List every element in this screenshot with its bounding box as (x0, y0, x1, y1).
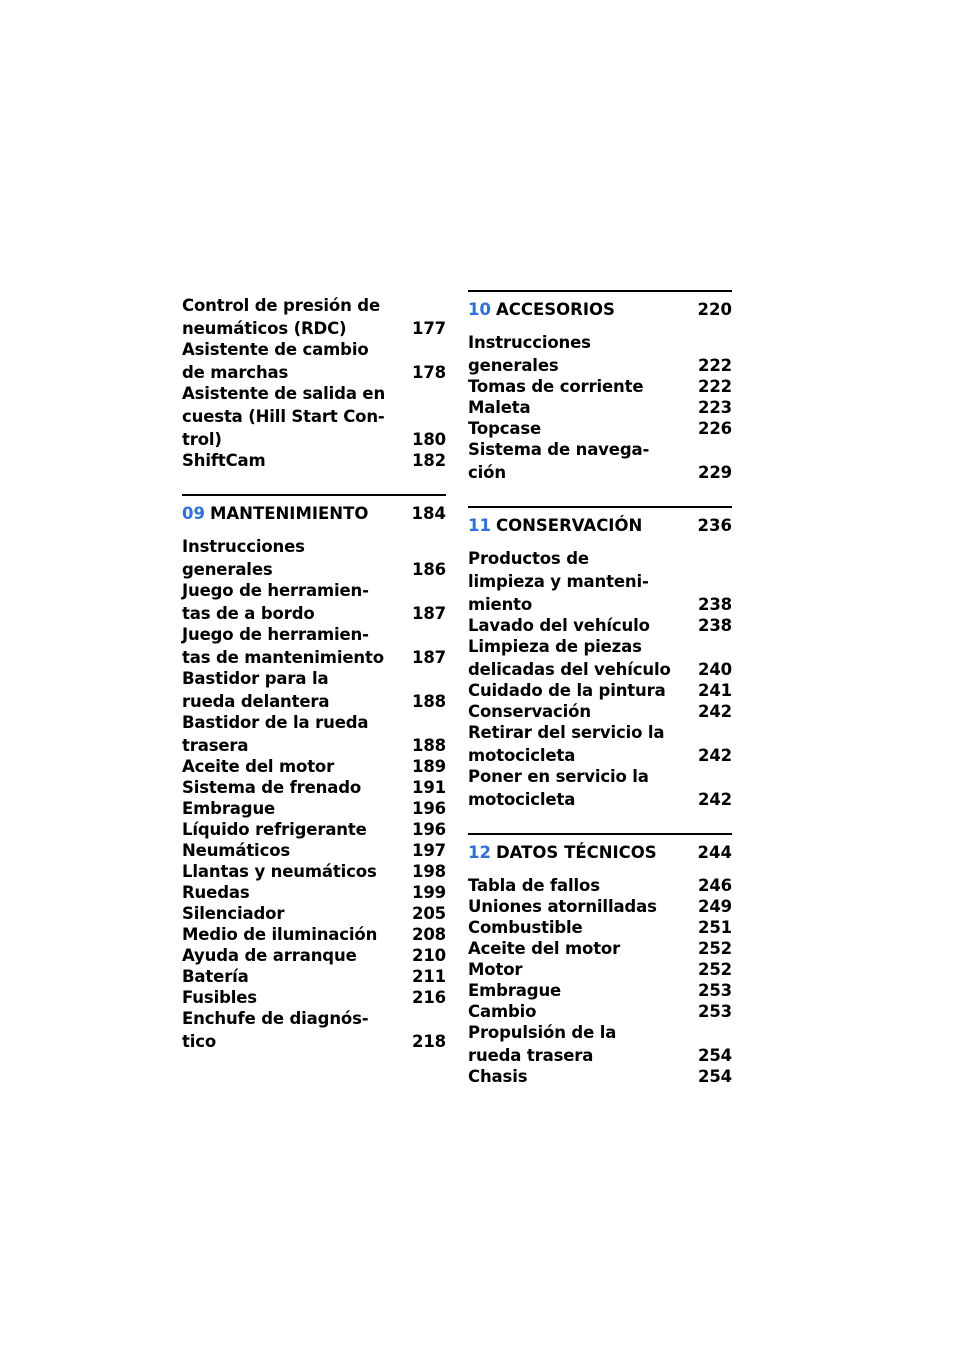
toc-entry[interactable] (182, 861, 446, 882)
toc-entry[interactable] (182, 712, 446, 756)
toc-entry[interactable] (468, 980, 732, 1001)
toc-entry-page: 238 (698, 595, 732, 614)
toc-entry-page: 254 (698, 1046, 732, 1065)
toc-entry[interactable] (182, 924, 446, 945)
toc-entry[interactable] (182, 798, 446, 819)
toc-entry-title (182, 756, 396, 777)
toc-entry-line: rueda trasera (468, 1046, 594, 1065)
toc-entry-page: 187 (412, 648, 446, 667)
toc-entry-title (182, 536, 396, 580)
toc-entry-line: Medio de iluminación (182, 925, 378, 944)
toc-entry-title (182, 882, 396, 903)
toc-entry-title (468, 636, 682, 680)
toc-entry-line: Instrucciones (468, 333, 591, 352)
toc-entry[interactable] (182, 987, 446, 1008)
toc-entry-title (182, 903, 396, 924)
toc-entry-title (182, 840, 396, 861)
toc-entry-line: trasera (182, 736, 249, 755)
toc-entry-page: 188 (412, 736, 446, 755)
toc-entry-title (468, 766, 682, 810)
toc-entry-page: 178 (412, 363, 446, 382)
toc-entry-line: ShiftCam (182, 451, 266, 470)
toc-entry-line: Silenciador (182, 904, 285, 923)
toc-entry-line: Motor (468, 960, 523, 979)
toc-entry-page: 199 (412, 883, 446, 902)
toc-entry-page: 242 (698, 746, 732, 765)
toc-entry-line: Productos de (468, 549, 589, 568)
toc-entry[interactable] (468, 896, 732, 917)
toc-entry-page: 249 (698, 897, 732, 916)
toc-entry-page: 252 (698, 960, 732, 979)
toc-entry[interactable] (182, 339, 446, 383)
toc-entry[interactable] (468, 615, 732, 636)
toc-entry[interactable] (182, 536, 446, 580)
section-page: 184 (411, 504, 446, 523)
toc-entry[interactable] (182, 450, 446, 471)
toc-entry-title (468, 938, 682, 959)
toc-section (468, 506, 732, 810)
toc-entry-title (468, 722, 682, 766)
toc-section (182, 494, 446, 1052)
toc-entry-line: tico (182, 1032, 217, 1051)
section-title: CONSERVACIÓN (495, 516, 643, 535)
toc-entry[interactable] (468, 1001, 732, 1022)
toc-entry-page: 253 (698, 981, 732, 1000)
toc-entry[interactable] (182, 383, 446, 450)
toc-entry[interactable] (182, 966, 446, 987)
toc-entry-title (468, 439, 682, 483)
toc-entry-page: 241 (698, 681, 732, 700)
toc-entry-line: trol) (182, 430, 222, 449)
toc-entry-title (468, 376, 682, 397)
section-title: ACCESORIOS (495, 300, 615, 319)
toc-entry-page: 238 (698, 616, 732, 635)
toc-entry[interactable] (468, 875, 732, 896)
toc-entry[interactable] (182, 580, 446, 624)
toc-entry-line: Uniones atornilladas (468, 897, 657, 916)
toc-entry-title (182, 987, 396, 1008)
toc-entry-title (468, 1066, 682, 1087)
toc-entry-title (182, 1008, 396, 1052)
toc-entry-line: Conservación (468, 702, 591, 721)
toc-entry[interactable] (468, 332, 732, 376)
toc-entry-line: Bastidor para la (182, 669, 329, 688)
toc-entry-page: 186 (412, 560, 446, 579)
toc-entry[interactable] (182, 777, 446, 798)
toc-entry-page: 177 (412, 319, 446, 338)
toc-entry[interactable] (182, 840, 446, 861)
toc-entry-page: 240 (698, 660, 732, 679)
toc-right-column (468, 290, 732, 1087)
toc-entry-line: generales (468, 356, 559, 375)
toc-entry[interactable] (468, 701, 732, 722)
toc-section-heading[interactable] (468, 290, 732, 320)
toc-entry[interactable] (468, 418, 732, 439)
toc-entry-line: Aceite del motor (468, 939, 621, 958)
toc-entry-line: de marchas (182, 363, 289, 382)
toc-entry-line: Instrucciones (182, 537, 305, 556)
toc-entry-page: 223 (698, 398, 732, 417)
toc-entry[interactable] (468, 1022, 732, 1066)
toc-entry-page: 198 (412, 862, 446, 881)
toc-entry-line: neumáticos (RDC) (182, 319, 347, 338)
toc-entry-line: Limpieza de piezas (468, 637, 642, 656)
toc-entry-page: 205 (412, 904, 446, 923)
toc-entry-page: 253 (698, 1002, 732, 1021)
toc-entry-page: 197 (412, 841, 446, 860)
toc-entry-line: Fusibles (182, 988, 257, 1007)
toc-entry-page: 242 (698, 790, 732, 809)
section-title: DATOS TÉCNICOS (495, 843, 657, 862)
toc-entry-title (182, 295, 396, 339)
toc-entry-page: 210 (412, 946, 446, 965)
toc-entry-title (468, 397, 682, 418)
toc-entry-page: 196 (412, 799, 446, 818)
toc-entry[interactable] (182, 903, 446, 924)
toc-entry-line: Maleta (468, 398, 531, 417)
toc-entry-line: Llantas y neumáticos (182, 862, 377, 881)
toc-entry-line: Asistente de cambio (182, 340, 369, 359)
toc-entry[interactable] (468, 917, 732, 938)
toc-entry-title (468, 959, 682, 980)
toc-entry-line: miento (468, 595, 533, 614)
toc-entry-line: Juego de herramien- (182, 625, 369, 644)
toc-entry-line: Asistente de salida en (182, 384, 386, 403)
toc-entry-line: Cuidado de la pintura (468, 681, 666, 700)
toc-entry-line: ción (468, 463, 506, 482)
toc-entry-page: 216 (412, 988, 446, 1007)
toc-section-heading[interactable] (182, 494, 446, 524)
toc-entry-title (468, 917, 682, 938)
toc-entry-line: Batería (182, 967, 249, 986)
toc-entry-title (468, 548, 682, 615)
toc-entry[interactable] (468, 376, 732, 397)
toc-entry-page: 208 (412, 925, 446, 944)
toc-entry-title (468, 980, 682, 1001)
toc-entry-line: Líquido refrigerante (182, 820, 367, 839)
toc-entry-line: Propulsión de la (468, 1023, 617, 1042)
section-page: 220 (697, 300, 732, 319)
toc-entry-line: delicadas del vehículo (468, 660, 671, 679)
toc-entry-line: Cambio (468, 1002, 537, 1021)
toc-entry-title (468, 701, 682, 722)
toc-entry[interactable] (182, 668, 446, 712)
toc-entry-page: 229 (698, 463, 732, 482)
toc-entry-title (468, 1022, 682, 1066)
toc-entry-title (468, 1001, 682, 1022)
toc-entry-title (182, 777, 396, 798)
toc-entry-title (182, 819, 396, 840)
toc-entry-title (182, 668, 396, 712)
toc-entry-page: 218 (412, 1032, 446, 1051)
toc-entry-line: motocicleta (468, 790, 576, 809)
section-title: MANTENIMIENTO (209, 504, 369, 523)
toc-entry-line: Ayuda de arranque (182, 946, 357, 965)
toc-entry[interactable] (182, 1008, 446, 1052)
toc-entry-title (468, 418, 682, 439)
toc-entry-page: 222 (698, 377, 732, 396)
section-page: 244 (697, 843, 732, 862)
toc-entry-page: 196 (412, 820, 446, 839)
toc-entry-line: Chasis (468, 1067, 528, 1086)
toc-entry-page: 254 (698, 1067, 732, 1086)
toc-entry[interactable] (468, 722, 732, 766)
toc-entry[interactable] (182, 756, 446, 777)
toc-entry[interactable] (182, 945, 446, 966)
toc-entry-line: Sistema de navega- (468, 440, 650, 459)
toc-entry[interactable] (468, 959, 732, 980)
toc-entry-page: 226 (698, 419, 732, 438)
toc-entry-page: 211 (412, 967, 446, 986)
toc-entry-line: limpieza y manteni- (468, 572, 649, 591)
toc-entry-title (182, 798, 396, 819)
toc-entry-page: 246 (698, 876, 732, 895)
toc-entry-page: 252 (698, 939, 732, 958)
toc-entry-line: Sistema de frenado (182, 778, 362, 797)
toc-entry-page: 242 (698, 702, 732, 721)
toc-entry-line: Embrague (468, 981, 562, 1000)
toc-entry-title (182, 383, 396, 450)
toc-entry-title (182, 966, 396, 987)
toc-entry-title (182, 450, 396, 471)
toc-left-column (182, 295, 446, 1052)
toc-section (468, 833, 732, 1087)
toc-entry-line: Combustible (468, 918, 583, 937)
toc-entry[interactable] (468, 636, 732, 680)
toc-entry-line: Ruedas (182, 883, 250, 902)
toc-entry[interactable] (468, 548, 732, 615)
section-page: 236 (697, 516, 732, 535)
toc-entry-line: Neumáticos (182, 841, 291, 860)
toc-entry-page: 189 (412, 757, 446, 776)
toc-entry-title (182, 924, 396, 945)
toc-entry-title (182, 339, 396, 383)
toc-entry-page: 188 (412, 692, 446, 711)
toc-entry-line: rueda delantera (182, 692, 330, 711)
toc-entry[interactable] (468, 680, 732, 701)
toc-entry-title (182, 945, 396, 966)
toc-entry-line: motocicleta (468, 746, 576, 765)
toc-entry-title (468, 680, 682, 701)
toc-entry[interactable] (468, 938, 732, 959)
toc-entry-line: Control de presión de (182, 296, 380, 315)
toc-entry-line: Lavado del vehículo (468, 616, 650, 635)
toc-entry-line: Retirar del servicio la (468, 723, 665, 742)
toc-entry-title (468, 615, 682, 636)
toc-entry-line: Tomas de corriente (468, 377, 644, 396)
toc-entry[interactable] (468, 397, 732, 418)
toc-entry[interactable] (468, 766, 732, 810)
toc-entry-title (468, 332, 682, 376)
toc-entry-page: 191 (412, 778, 446, 797)
toc-entry-line: Enchufe de diagnós- (182, 1009, 369, 1028)
section-number: 09 (182, 504, 205, 523)
toc-entry-page: 182 (412, 451, 446, 470)
toc-entry-line: tas de mantenimiento (182, 648, 384, 667)
toc-entry-title (468, 875, 682, 896)
toc-entry-line: Embrague (182, 799, 276, 818)
toc-section-heading[interactable] (468, 506, 732, 536)
toc-entry-line: Bastidor de la rueda (182, 713, 369, 732)
section-number: 11 (468, 516, 491, 535)
toc-entry[interactable] (182, 819, 446, 840)
toc-entry[interactable] (468, 1066, 732, 1087)
toc-entry-title (182, 624, 396, 668)
toc-entry-line: Juego de herramien- (182, 581, 369, 600)
toc-entry[interactable] (182, 882, 446, 903)
toc-entry[interactable] (182, 624, 446, 668)
toc-entry-line: tas de a bordo (182, 604, 315, 623)
toc-entry-page: 251 (698, 918, 732, 937)
section-number: 12 (468, 843, 491, 862)
toc-entry[interactable] (182, 295, 446, 339)
toc-entry-line: Poner en servicio la (468, 767, 649, 786)
toc-section (468, 290, 732, 483)
toc-entry-line: Topcase (468, 419, 542, 438)
toc-entry-line: generales (182, 560, 273, 579)
toc-entry-page: 222 (698, 356, 732, 375)
toc-entry-title (182, 712, 396, 756)
toc-entry-page: 180 (412, 430, 446, 449)
toc-entry-line: Aceite del motor (182, 757, 335, 776)
section-number: 10 (468, 300, 491, 319)
toc-entry-line: cuesta (Hill Start Con- (182, 407, 385, 426)
toc-entry[interactable] (468, 439, 732, 483)
toc-section-heading[interactable] (468, 833, 732, 863)
toc-entry-title (468, 896, 682, 917)
toc-entry-title (182, 861, 396, 882)
toc-entry-title (182, 580, 396, 624)
toc-entry-line: Tabla de fallos (468, 876, 600, 895)
toc-entry-page: 187 (412, 604, 446, 623)
